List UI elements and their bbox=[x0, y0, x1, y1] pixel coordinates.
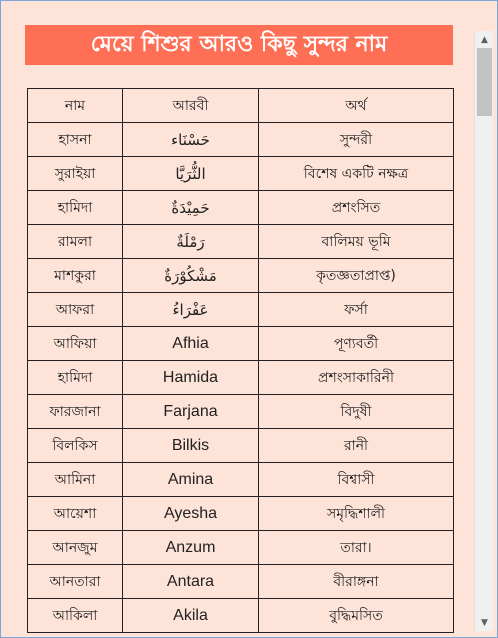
table-row bbox=[28, 225, 454, 259]
name-cell: হাসনা bbox=[28, 123, 123, 157]
arabic-cell: الثُّرَيَّا bbox=[123, 157, 259, 191]
name-cell: আনতারা bbox=[28, 565, 123, 599]
meaning-cell: বুদ্ধিমসিত bbox=[259, 599, 454, 633]
arabic-cell: حَمِيْدَةٌ bbox=[123, 191, 259, 225]
arabic-cell: رَمْلَةٌ bbox=[123, 225, 259, 259]
table-row bbox=[28, 259, 454, 293]
arabic-cell: Akila bbox=[123, 599, 259, 633]
arabic-cell: Afhia bbox=[123, 327, 259, 361]
table-row bbox=[28, 565, 454, 599]
meaning-cell: সমৃদ্ধিশালী bbox=[259, 497, 454, 531]
meaning-cell: রানী bbox=[259, 429, 454, 463]
header-meaning: অর্থ bbox=[259, 89, 454, 123]
arabic-cell: مَشْكُوْرَةٌ bbox=[123, 259, 259, 293]
table-row bbox=[28, 361, 454, 395]
arabic-cell: Amina bbox=[123, 463, 259, 497]
scroll-thumb[interactable] bbox=[477, 48, 492, 116]
table-row bbox=[28, 463, 454, 497]
table-row bbox=[28, 531, 454, 565]
table-header-row bbox=[28, 89, 454, 123]
table-row bbox=[28, 157, 454, 191]
name-cell: আফরা bbox=[28, 293, 123, 327]
meaning-cell: ফর্সা bbox=[259, 293, 454, 327]
header-arabic: আরবী bbox=[123, 89, 259, 123]
name-cell: আমিনা bbox=[28, 463, 123, 497]
table-row bbox=[28, 123, 454, 157]
arabic-cell: Hamida bbox=[123, 361, 259, 395]
scroll-up-icon[interactable]: ▲ bbox=[481, 34, 488, 45]
arabic-cell: Ayesha bbox=[123, 497, 259, 531]
name-cell: মাশকুরা bbox=[28, 259, 123, 293]
table-row bbox=[28, 327, 454, 361]
name-cell: আয়েশা bbox=[28, 497, 123, 531]
meaning-cell: বিশ্বাসী bbox=[259, 463, 454, 497]
vertical-scrollbar[interactable] bbox=[474, 31, 493, 631]
name-cell: আনজুম bbox=[28, 531, 123, 565]
name-cell: বিলকিস bbox=[28, 429, 123, 463]
meaning-cell: বালিময় ভূমি bbox=[259, 225, 454, 259]
table-row bbox=[28, 293, 454, 327]
scroll-down-icon[interactable]: ▼ bbox=[481, 617, 488, 628]
meaning-cell: প্রশংসিত bbox=[259, 191, 454, 225]
table-body bbox=[28, 123, 454, 633]
name-cell: আকিলা bbox=[28, 599, 123, 633]
table-row bbox=[28, 429, 454, 463]
meaning-cell: পূণ্যবর্তী bbox=[259, 327, 454, 361]
table-row bbox=[28, 191, 454, 225]
table-row bbox=[28, 599, 454, 633]
page-content bbox=[7, 7, 467, 633]
meaning-cell: সুন্দরী bbox=[259, 123, 454, 157]
meaning-cell: বিশেষ একটি নক্ষত্র bbox=[259, 157, 454, 191]
header-name: নাম bbox=[28, 89, 123, 123]
arabic-cell: Farjana bbox=[123, 395, 259, 429]
names-table bbox=[27, 88, 454, 633]
table-row bbox=[28, 395, 454, 429]
meaning-cell: বিদুষী bbox=[259, 395, 454, 429]
arabic-cell: عَفْرَاءُ bbox=[123, 293, 259, 327]
meaning-cell: কৃতজ্ঞতাপ্রাপ্ত) bbox=[259, 259, 454, 293]
arabic-cell: Antara bbox=[123, 565, 259, 599]
arabic-cell: حَسْنَاء bbox=[123, 123, 259, 157]
name-cell: ফারজানা bbox=[28, 395, 123, 429]
meaning-cell: তারা। bbox=[259, 531, 454, 565]
table-row bbox=[28, 497, 454, 531]
name-cell: আফিয়া bbox=[28, 327, 123, 361]
page-title: মেয়ে শিশুর আরও কিছু সুন্দর নাম bbox=[90, 31, 388, 57]
name-cell: রামলা bbox=[28, 225, 123, 259]
meaning-cell: বীরাঙ্গনা bbox=[259, 565, 454, 599]
arabic-cell: Bilkis bbox=[123, 429, 259, 463]
name-cell: হামিদা bbox=[28, 191, 123, 225]
name-cell: সুরাইয়া bbox=[28, 157, 123, 191]
name-cell: হামিদা bbox=[28, 361, 123, 395]
meaning-cell: প্রশংসাকারিনী bbox=[259, 361, 454, 395]
page-title-banner bbox=[25, 25, 453, 65]
arabic-cell: Anzum bbox=[123, 531, 259, 565]
